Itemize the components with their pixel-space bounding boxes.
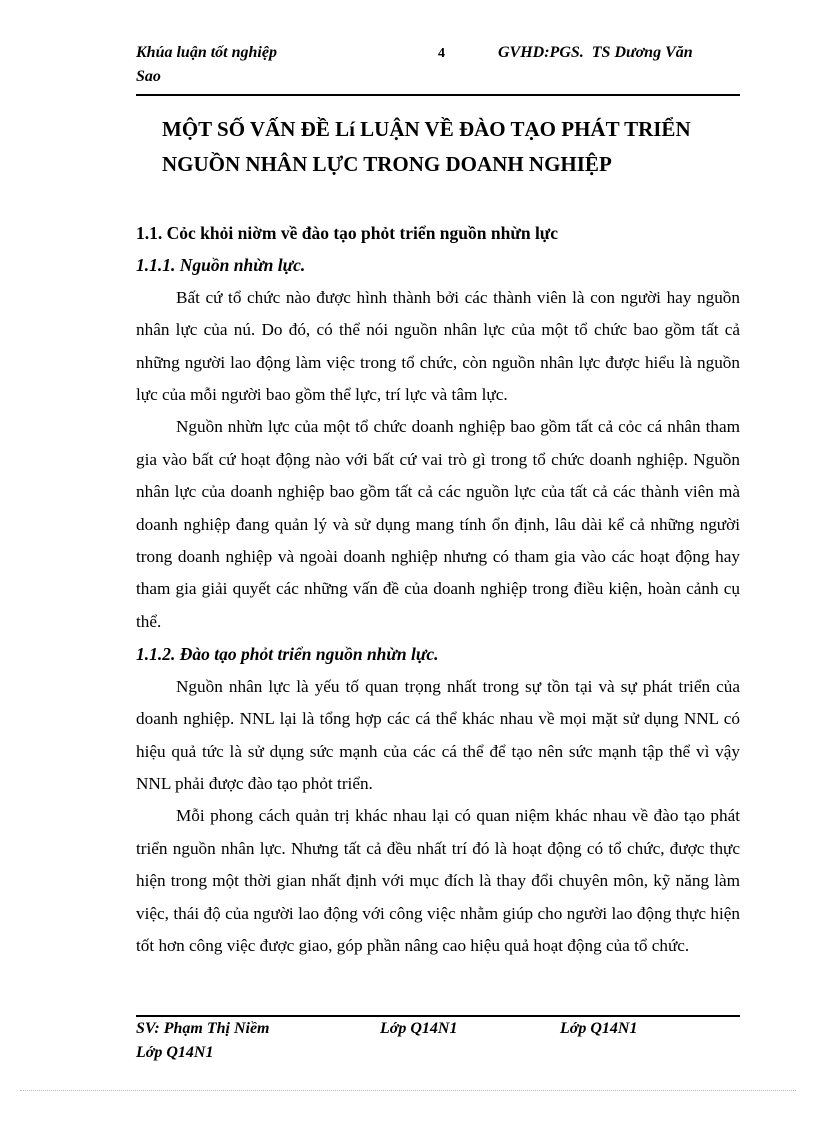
header-thesis-label: Khúa luận tốt nghiệp bbox=[136, 44, 277, 61]
document-body bbox=[136, 217, 740, 962]
chapter-title-line1: MỘT SỐ VẤN ĐỀ Lí LUẬN VỀ ĐÀO TẠO PHÁT TRIỂN bbox=[162, 117, 691, 141]
footer-class: Lớp Q14N1 bbox=[560, 1020, 638, 1037]
section-heading-1-1-2: 1.1.2. Đào tạo phỏt triển nguồn nhừn lực. bbox=[136, 644, 439, 665]
footer-student: SV: Phạm Thị Niềm bbox=[136, 1020, 270, 1037]
chapter-title bbox=[136, 112, 740, 182]
paragraph: Bất cứ tổ chức nào được hình thành bởi các thành viên là con người hay nguồn nhân lực của nú. Do đó, có thể nói nguồn nhân lực của một tổ chức bao gồm tất cả những người lao động làm việc trong tổ chức, còn nguồn nhân lực được hiểu là nguồn lực của mỗi người bao gồm thể lực, trí lực và tâm lực. bbox=[136, 287, 740, 405]
footer-class: Lớp Q14N1 bbox=[380, 1020, 458, 1037]
page-header bbox=[136, 44, 740, 96]
paragraph: Nguồn nhừn lực của một tổ chức doanh nghiệp bao gồm tất cả cỏc cá nhân tham gia vào bất cứ hoạt động nào với bất cứ vai trò gì trong tổ chức doanh nghiệp. Nguồn nhân lực của doanh nghiệp bao gồm tất cả các nguồn lực của tất cả các thành viên mà doanh nghiệp đang quản lý và sử dụng mang tính ổn định, lâu dài kể cả những người trong doanh nghiệp và ngoài doanh nghiệp nhưng có tham gia vào các hoạt động hay tham gia giải quyết các những vấn đề của doanh nghiệp trong điều kiện, hoàn cảnh cụ thể. bbox=[136, 417, 740, 631]
header-supervisor: GVHD:PGS. TS Dương Văn bbox=[498, 44, 693, 61]
page-footer bbox=[136, 1020, 740, 1068]
header-divider bbox=[136, 94, 740, 96]
paragraph: Mỗi phong cách quản trị khác nhau lại có quan niệm khác nhau về đào tạo phát triển nguồn nhân lực. Nhưng tất cả đều nhất trí đó là hoạt động có tổ chức, được thực hiện trong một thời gian nhất định với mục đích là thay đổi chuyên môn, kỹ năng làm việc, thái độ của người lao động với công việc nhằm giúp cho người lao động thực hiện tốt hơn công việc được giao, góp phần nâng cao hiệu quả hoạt động của tổ chức. bbox=[136, 806, 740, 955]
chapter-title-line2: NGUỒN NHÂN LỰC TRONG DOANH NGHIỆP bbox=[162, 152, 612, 176]
paragraph: Nguồn nhân lực là yếu tố quan trọng nhất trong sự tồn tại và sự phát triển của doanh nghiệp. NNL lại là tổng hợp các cá thể khác nhau về mọi mặt sử dụng NNL có hiệu quả tức là sử dụng sức mạnh của các cá thể để tạo nên sức mạnh tập thể vì vậy NNL phải được đào tạo phỏt triển. bbox=[136, 676, 740, 793]
footer-class: Lớp Q14N1 bbox=[136, 1044, 214, 1061]
section-heading-1-1-1: 1.1.1. Nguồn nhừn lực. bbox=[136, 255, 306, 276]
page-bottom-border bbox=[20, 1090, 796, 1091]
header-supervisor-surname: Sao bbox=[136, 68, 161, 85]
page-number: 4 bbox=[438, 46, 445, 61]
footer-divider bbox=[136, 1015, 740, 1017]
section-heading-1-1: 1.1. Cỏc khỏi niờm về đào tạo phỏt triển nguồn nhừn lực bbox=[136, 223, 559, 243]
